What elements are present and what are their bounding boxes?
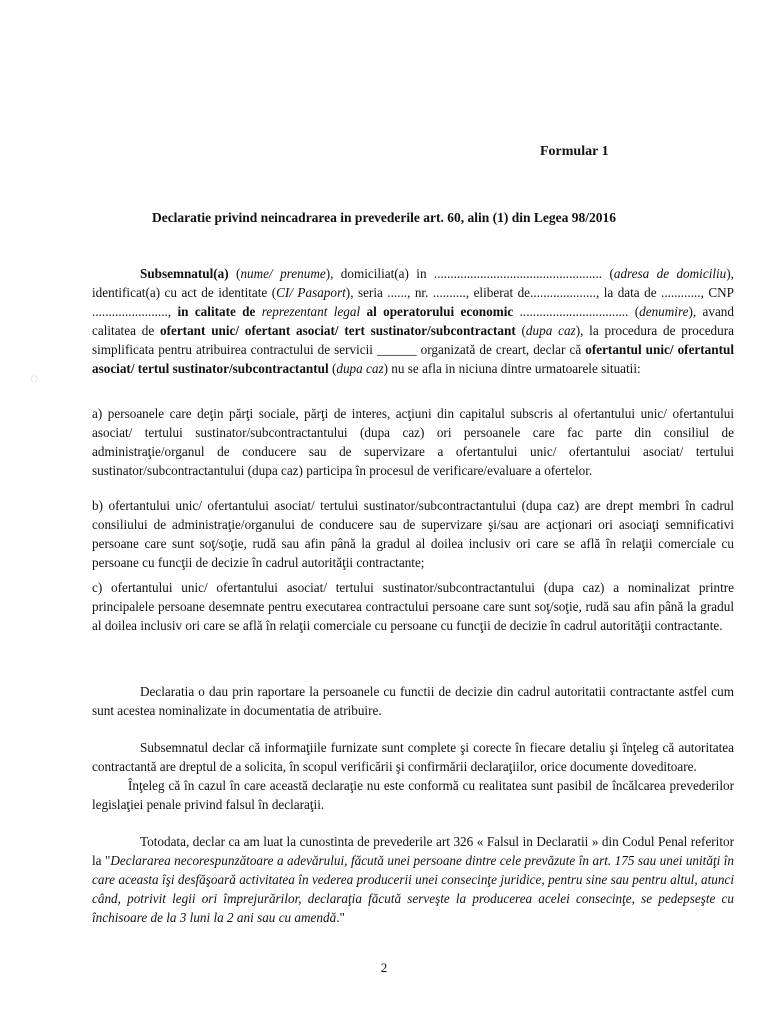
- intro-subsemnatul: Subsemnatul(a): [140, 266, 229, 281]
- intro-text: ), la procedura de procedura simplificata pentru atribuirea contractului de servicii ______ organizată de creart, declar că: [92, 323, 734, 357]
- intro-text: (: [328, 361, 337, 376]
- paragraph-subsemnatul-text: Subsemnatul declar că informaţiile furnizate sunt complete şi corecte în fiecare detaliu şi înţeleg că autoritatea contractantă are dreptul de a solicita, în scopul verificării şi confirmării declaraţiilor, orice documente doveditoare.: [92, 740, 734, 774]
- item-b: [92, 496, 734, 572]
- intro-text: ) nu se afla in niciuna dintre urmatoarele situatii:: [383, 361, 641, 376]
- final-text: Totodata, declar ca am luat la cunostinta de prevederile art 326 « Falsul in Declaratii » din Codul Penal referitor la ": [92, 834, 734, 868]
- page-number: 2: [380, 960, 388, 975]
- intro-text: (: [228, 266, 241, 281]
- paragraph-declaratia: [92, 682, 734, 720]
- item-c-text: c) ofertantului unic/ ofertantului asociat/ tertului sustinator/subcontractantului (dupa caz) a nominalizat printre principalele persoane desemnate pentru executarea contractului persoane care sunt soţ/soţie, rudă sau afin până la gradul al doilea inclusiv ori care se află în relaţii comerciale cu persoane cu funcţii de decizie în cadrul autorităţii contractante.: [92, 580, 734, 633]
- final-text: .": [336, 910, 345, 925]
- intro-italic: adresa de domiciliu: [613, 266, 727, 281]
- intro-italic: CI/ Pasaport: [276, 285, 346, 300]
- intro-bold: al operatorului economic: [360, 304, 514, 319]
- item-a-text: a) persoanele care deţin părţi sociale, părţi de interes, acţiuni din capitalul subscris al ofertantului unic/ ofertantului asociat/ tertului sustinator/subcontractantului (dupa caz) ori persoanele care fac parte din consiliul de administraţie/organul de conducere sau de supervizare a ofertantului unic/ ofertantului asociat/ tertului sustinator/subcontractantului (dupa caz) participa în procesul de verificare/evaluare a ofertelor.: [92, 406, 734, 478]
- item-b-text: b) ofertantului unic/ ofertantului asociat/ tertului sustinator/subcontractantului (dupa caz) are drept membri în cadrul consiliului de administraţie/organului de conducere sau de supervizare şi/sau are acţionari ori asociaţi semnificativi persoane care sunt soţ/soţie, rudă sau afin până la gradul al doilea inclusiv ori care se află în relaţii comerciale cu persoane cu funcţii de decizie în cadrul autorităţii contractante;: [92, 498, 734, 570]
- intro-italic: denumire: [639, 304, 689, 319]
- scan-mark: ◌: [30, 372, 39, 387]
- intro-italic: reprezentant legal: [261, 304, 361, 319]
- paragraph-declaratia-text: Declaratia o dau prin raportare la persoanele cu functii de decizie din cadrul autoritatii contractante astfel cum sunt acestea nominalizate in documentatia de atribuire.: [92, 684, 734, 718]
- intro-text: ), seria ......, nr. .........., eliberat de...................., la data de ............, CNP .......................,: [92, 285, 734, 319]
- intro-paragraph: [92, 264, 734, 378]
- intro-bold: ofertantul unic/ ofertantul asociat/ tertul sustinator/subcontractantul: [92, 342, 734, 376]
- intro-italic: dupa caz: [336, 361, 384, 376]
- intro-italic: dupa caz: [525, 323, 576, 338]
- intro-bold: in calitate de: [177, 304, 262, 319]
- intro-text: (: [515, 323, 526, 338]
- intro-bold: ofertant unic/ ofertant asociat/ tert sustinator/subcontractant: [159, 323, 516, 338]
- document-title: Declaratie privind neincadrarea in prevederile art. 60, alin (1) din Legea 98/2016: [151, 210, 617, 225]
- intro-text: ), identificat(a) cu act de identitate (: [92, 266, 734, 300]
- item-a: [92, 404, 734, 480]
- intro-text: ................................. (: [513, 304, 640, 319]
- intro-text: ), domiciliat(a) in ................................................... (: [325, 266, 614, 281]
- intro-italic: nume/ prenume: [240, 266, 326, 281]
- form-label: Formular 1: [540, 144, 609, 159]
- final-quote: Declararea necorespunzătoare a adevărului, făcută unei persoane dintre cele prevăzute în art. 175 sau unei unităţi în care aceasta îşi desfăşoară activitatea în vederea producerii unei consecinţe juridice, pentru sine sau pentru altul, atunci când, potrivit legii ori împrejurărilor, declaraţia făcută serveşte la producerea acelei consecinţe, se pedepseşte cu închisoare de la 3 luni la 2 ani sau cu amendă: [92, 853, 734, 925]
- paragraph-final: [92, 832, 734, 927]
- paragraph-inteleg: [92, 776, 734, 814]
- intro-text: ), avand calitatea de: [92, 304, 734, 338]
- paragraph-subsemnatul: [92, 738, 734, 776]
- item-c: [92, 578, 734, 635]
- paragraph-inteleg-text: Înţeleg că în cazul în care această declaraţie nu este conformă cu realitatea sunt pasibil de încălcarea prevederilor legislaţiei penale privind falsul în declaraţii.: [92, 778, 734, 812]
